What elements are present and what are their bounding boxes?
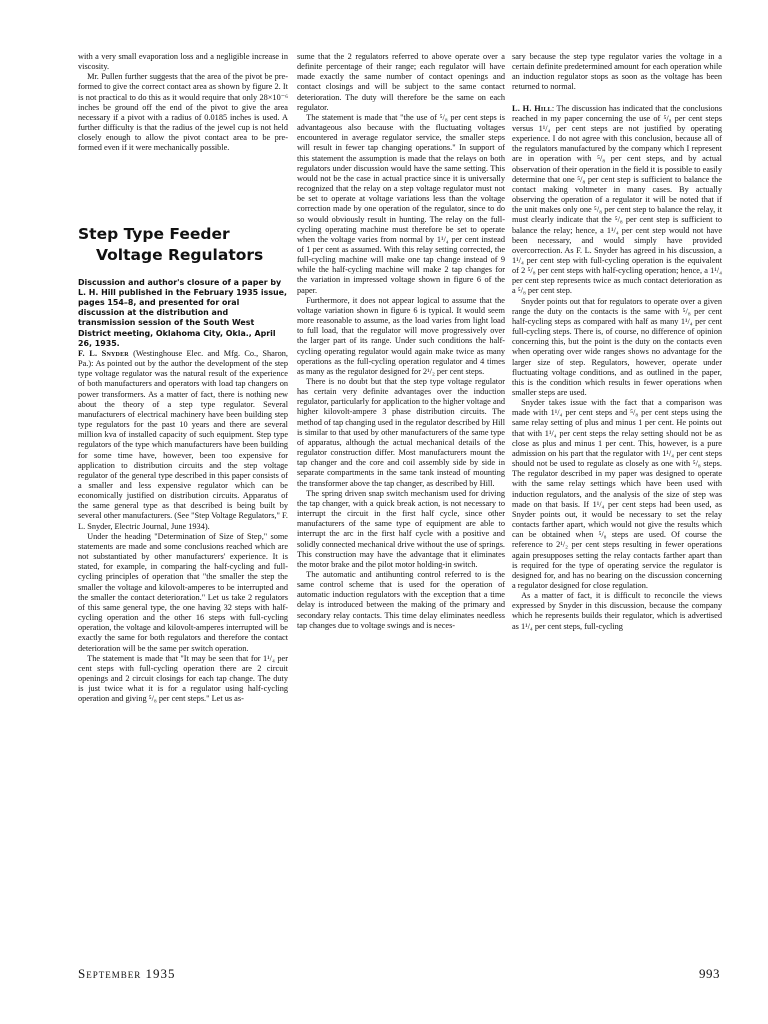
closure-paragraph [512, 104, 722, 297]
paragraph: sary because the step type regulator varies the voltage in a certain definite predetermined amount for each operation while an induction regulator stops as soon as the voltage has been returned to normal. [512, 52, 722, 92]
paragraph: Snyder takes issue with the fact that a comparison was made with 1¹/₄ per cent steps and ⁵/₈ per cent steps using the same relay setting of plus and minus 1 per cent. He points out that with 1¹/₄ per cent steps the relay setting should not be as close as plus and minus 1 per cent. This, however, is a pure admission on his part that the regulator with 1¹/₄ per cent steps should not be used to regulate as closely as one with ⁵/₈ steps. The regulator described in my paper was designed to operate with the same relay settings which have been used with induction regulators, and the analysis of the size of step was made on that basis. If 1¹/₄ per cent steps had been used, as Snyder points out, it would be necessary to set the relay contacts farther apart, which would not give the results which can be obtained when ⁵/₈ steps are used. Of course the reference to 2¹/₂ per cent steps resulting in fewer operations again presupposes setting the relay contacts farther apart than is required for the type of operating service the regulator is designed for, and has no bearing on the discussion concerning a regulator designed for close regulation. [512, 398, 722, 590]
paragraph: sume that the 2 regulators referred to above operate over a definite percentage of their range; each regulator will have made exactly the same number of contact openings and contact closings and will be subject to the same contact deterioration. The duty will therefore be the same on each regulator. [297, 52, 505, 112]
paragraph: Furthermore, it does not appear logical to assume that the voltage variation shown in figure 6 is typical. It would seem more reasonable to assume, as the load varies from light load to full load, that the regulator will move progressively over the larger part of its range. Under such conditions the half-cycling operating regulator would again make twice as many operations as the full-cycling operation regulator and 4 times as many as the regulator designed for 2¹/₂ per cent steps. [297, 295, 505, 376]
article-title-line1: Step Type Feeder [78, 224, 230, 243]
article-intro: Discussion and author's closure of a paper by L. H. Hill published in the February 1935 issue, pages 154–8, and presented for oral discussion at the distribution and transmission session of the South West District meeting, Oklahoma City, Okla., April 26, 1935. [78, 277, 287, 348]
article-title-block [78, 224, 288, 266]
paragraph: Under the heading "Determination of Size of Step," some statements are made and some conclusions reached which are not substantiated by other manufacturers' experience. It is stated, for example, in comparing the half-cycling and full-cycling principles of operation that "the smaller the step the smaller the voltage and kilovolt-amperes to be interrupted and the smaller the contact deterioration." Let us take 2 regulators of this same general type, the one having 32 steps with half-cycling operation and the other 16 steps with full-cycling operation, the voltage and kilovolt-amperes interrupted will be exactly the same for both regulators and therefore the contact deterioration will be the same per switch operation. [78, 531, 288, 653]
speaker-name: F. L. Snyder [78, 348, 129, 358]
paragraph: with a very small evaporation loss and a negligible increase in viscosity. [78, 52, 288, 72]
text-column-right [512, 52, 722, 632]
paragraph: The statement is made that "the use of ⁵/₈ per cent steps is advantageous also because with the fluctuating voltages encountered in average regulator service, the smaller steps will result in fewer tap changing operations." In support of this statement the assumption is made that the relays on both regulators under discussion would have the same setting. This would not be the case in actual practice since it is universally recognized that the relay on a step voltage regulator must not be set to operate at voltage variations less than the voltage correction made by one operation of the regulator, since to do so would obviously result in hunting. The relay on the full-cycling operating machine must therefore be set to operate when the voltage varies from normal by 1¹/₄ per cent instead of 1 per cent as assumed. With this relay setting corrected, the full-cycling machine will make one tap change instead of 9 while the half-cycling machine will make 2 tap changes for the variation in impressed voltage shown in figure 6 of the paper. [297, 112, 505, 295]
discussion-paragraph [78, 349, 288, 532]
text-column-left [78, 52, 288, 704]
paragraph: As a matter of fact, it is difficult to reconcile the views expressed by Snyder in this discussion, because the company which he represents builds their regulator, which is advertised as 1¹/₄ per cent steps, full-cycling [512, 591, 722, 631]
paragraph: The spring driven snap switch mechanism used for driving the tap changer, with a quick break action, is not necessary to interrupt the circuit in the first half cycle, since other manufacturers of the same type of equipment are able to interrupt the arc in the first half cycle with a positive and solidly connected mechanical drive without the use of springs. This construction may have the advantage that it eliminates the motor brake and the pilot motor holding-in switch. [297, 488, 505, 569]
discussion-text: (Westinghouse Elec. and Mfg. Co., Sharon, Pa.): As pointed out by the author the development of the step type voltage regulator was the natural result of the experience of both manufacturers and operators with load tap changers on power transformers. As a matter of fact, there is nothing new about the theory of a step type regulator. Several manufacturers of electrical machinery have been building step type regulators for the past 10 years and there are several million kva of installed capacity of such equipment. Step type regulators of the type which manufacturers have been building for some time have, however, been too expensive for application to distribution circuits and the step voltage regulator of the general type described in this paper consists of a smaller and less expensive regulator which can be economically justified on distribution circuits. Apparatus of the same general type as that described is being built by several other manufacturers. (See "Step Voltage Regulators," F. L. Snyder, Electric Journal, June 1934). [78, 348, 288, 531]
paragraph: There is no doubt but that the step type voltage regulator has certain very definite advantages over the induction regulator, particularly for application to the higher voltage and higher kilovolt-ampere 3 phase distribution circuits. The method of tap changing used in the regulator described by Hill is similar to that used by other manufacturers of the same type of apparatus, although the actual mechanical details of the regulator construction differ. Most manufacturers mount the tap changer and the core and coil assembly side by side in separate compartments in the same tank instead of mounting the transformer above the tap changer, as described by Hill. [297, 377, 505, 488]
paragraph: The statement is made that "It may be seen that for 1¹/₄ per cent steps with full-cycling operation there are 2 circuit openings and 2 circuit closings for each tap change. The duty is just twice what it is for a regulator using half-cycling operation and giving ⁵/₈ per cent steps." Let us as- [78, 653, 288, 704]
speaker-name: L. H. Hill [512, 103, 552, 113]
paragraph: Mr. Pullen further suggests that the area of the pivot be pre-formed to give the correct contact area as shown by figure 2. It is not practical to do this as it would require that only 28×10⁻⁶ inches be ground off the end of the pivot to give the area necessary if a pivot with a radius of 0.0185 inches is used. A further difficulty is that the radius of the jewel cup is not held closely enough to allow the pivot contact area to be pre-formed even if it were mechanically possible. [78, 72, 288, 153]
closure-text: : The discussion has indicated that the conclusions reached in my paper concerning the use of ⁵/₈ per cent steps versus 1¹/₄ per cent steps are not justified by operating experience. I do not agree with this conclusion, because all of the regulators manufactured by the company which I represent are in operation with ⁵/₈ per cent steps, and by actual observation of their operation in the field it is possible to easily determine that one ⁵/₈ per cent step is sufficient to balance the contact making voltmeter in many cases. By actually observing the operation of a regulator it will be noted that if the unit makes only one ⁵/₈ per cent step to balance the relay, it must clearly indicate that the ⁵/₈ per cent step is sufficient to balance the relay; hence, a 1¹/₄ per cent step would not have been necessary, and would simply have provided overcorrection. As F. L. Snyder has agreed in his discussion, a 1¹/₄ per cent step with full-cycling operation is the equivalent of 2 ⁵/₈ per cent steps with half-cycling operation; hence, a 1¹/₄ per cent step represents twice as much contact deterioration as a ⁵/₈ per cent step. [512, 103, 723, 296]
article-title [78, 224, 288, 266]
text-column-middle [297, 52, 505, 631]
paragraph: The automatic and antihunting control referred to is the same control scheme that is used for the operation of automatic induction regulators with the exception that a time delay is introduced between the making of the primary and secondary relay contacts. This time delay eliminates needless tap changes due to voltage swings and is neces- [297, 569, 505, 630]
page-number: 993 [699, 966, 720, 981]
issue-date: September 1935 [78, 966, 176, 981]
paragraph: Snyder points out that for regulators to operate over a given range the duty on the contacts is the same with ⁵/₈ per cent half-cycling steps as compared with half as many 1¹/₄ per cent full-cycling steps. There is, of course, no difference of opinion concerning this, but the point is the duty on the contacts even when operating over wide ranges shows no advantage for the larger size of step. Regulators, however, operate under fluctuating voltage conditions, and as outlined in the paper, this is the condition which results in fewer operations when smaller steps are used. [512, 296, 722, 397]
article-title-line2: Voltage Regulators [96, 245, 264, 264]
